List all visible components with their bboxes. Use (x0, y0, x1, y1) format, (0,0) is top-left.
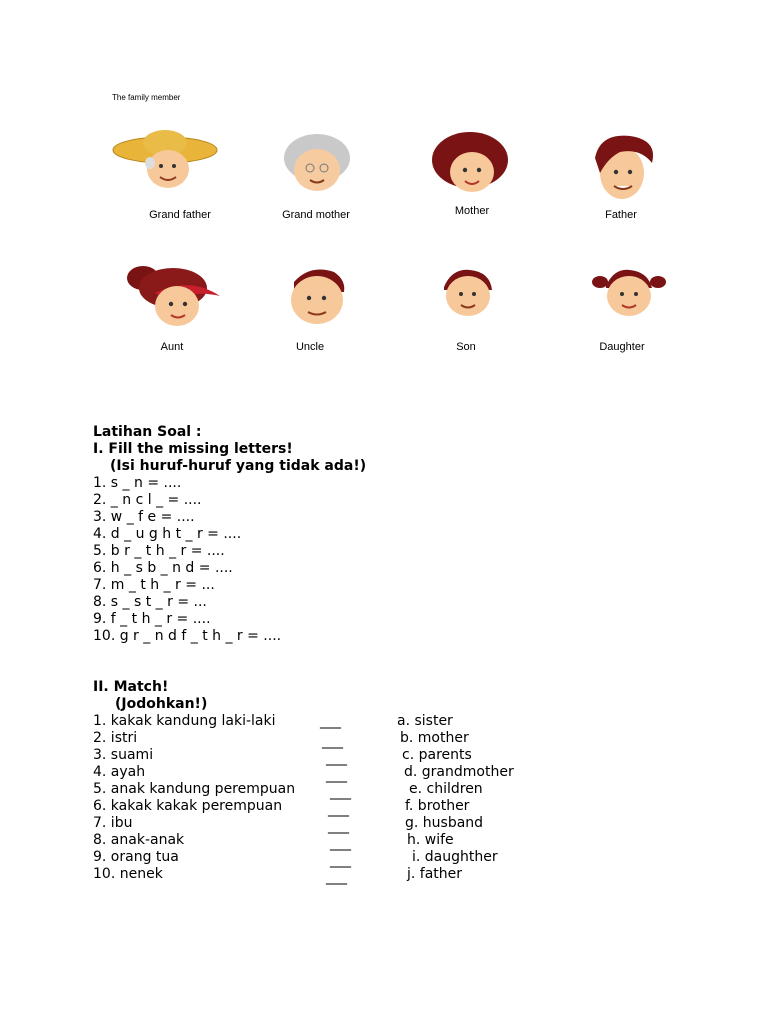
family-title: The family member (112, 93, 181, 102)
fill-item: 8. s _ s t _ r = ... (93, 594, 207, 610)
match-right: i. daughther (412, 849, 498, 865)
match-left: 10. nenek (93, 866, 163, 882)
match-left: 4. ayah (93, 764, 146, 780)
grandmother-face-icon (262, 130, 372, 210)
member-label: Grand father (149, 209, 211, 221)
fill-item: 3. w _ f e = .... (93, 509, 195, 525)
match-left: 9. orang tua (93, 849, 179, 865)
match-blank[interactable]: ___ (326, 869, 347, 885)
member-label: Daughter (599, 341, 645, 353)
match-row (93, 730, 693, 747)
match-left: 6. kakak kakak perempuan (93, 798, 283, 814)
daughter-face-icon (570, 262, 680, 342)
match-left: 3. suami (93, 747, 154, 763)
match-row (93, 849, 693, 866)
fill-item: 2. _ n c l _ = .... (93, 492, 202, 508)
section1-subtitle: (Isi huruf-huruf yang tidak ada!) (110, 458, 367, 474)
match-blank[interactable]: ___ (328, 801, 349, 817)
match-right: b. mother (400, 730, 469, 746)
aunt-face-icon (115, 258, 225, 338)
match-blank[interactable]: ___ (326, 750, 347, 766)
match-blank[interactable]: ___ (328, 818, 349, 834)
son-face-icon (412, 262, 522, 342)
match-row (93, 815, 693, 832)
father-face-icon (570, 128, 680, 208)
fill-item: 7. m _ t h _ r = ... (93, 577, 215, 593)
match-right: f. brother (405, 798, 470, 814)
fill-item: 4. d _ u g h t _ r = .... (93, 526, 242, 542)
match-row (93, 798, 693, 815)
member-label: Aunt (160, 341, 184, 353)
member-label: Mother (454, 205, 490, 217)
match-blank[interactable]: ___ (322, 733, 343, 749)
match-left: 1. kakak kandung laki-laki (93, 713, 276, 729)
fill-item: 10. g r _ n d f _ t h _ r = .... (93, 628, 282, 644)
match-right: a. sister (397, 713, 453, 729)
match-right: c. parents (402, 747, 472, 763)
fill-item: 1. s _ n = .... (93, 475, 182, 491)
match-row (93, 832, 693, 849)
match-blank[interactable]: ___ (330, 852, 351, 868)
match-right: d. grandmother (404, 764, 514, 780)
member-label: Father (605, 209, 637, 221)
fill-item: 6. h _ s b _ n d = .... (93, 560, 233, 576)
match-left: 7. ibu (93, 815, 133, 831)
exercise-heading: Latihan Soal : (93, 424, 202, 440)
section1-title: I. Fill the missing letters! (93, 441, 293, 457)
match-blank[interactable]: ___ (330, 784, 351, 800)
uncle-face-icon (262, 262, 372, 342)
match-left: 5. anak kandung perempuan (93, 781, 296, 797)
match-blank[interactable]: ___ (330, 835, 351, 851)
match-row (93, 781, 693, 798)
match-right: e. children (409, 781, 483, 797)
fill-item: 9. f _ t h _ r = .... (93, 611, 211, 627)
match-left: 2. istri (93, 730, 138, 746)
match-blank[interactable]: ___ (320, 713, 341, 729)
member-label: Grand mother (282, 209, 350, 221)
match-row (93, 747, 693, 764)
mother-face-icon (415, 130, 525, 210)
member-label: Son (456, 341, 476, 353)
section2-title: II. Match! (93, 679, 169, 695)
grandfather-face-icon (110, 125, 220, 205)
fill-item: 5. b r _ t h _ r = .... (93, 543, 225, 559)
match-right: j. father (407, 866, 463, 882)
match-left: 8. anak-anak (93, 832, 185, 848)
match-row (93, 764, 693, 781)
match-row (93, 713, 693, 730)
match-right: h. wife (407, 832, 454, 848)
member-label: Uncle (295, 341, 325, 353)
section2-subtitle: (Jodohkan!) (115, 696, 208, 712)
match-blank[interactable]: ___ (326, 767, 347, 783)
match-row (93, 866, 693, 883)
match-right: g. husband (405, 815, 484, 831)
